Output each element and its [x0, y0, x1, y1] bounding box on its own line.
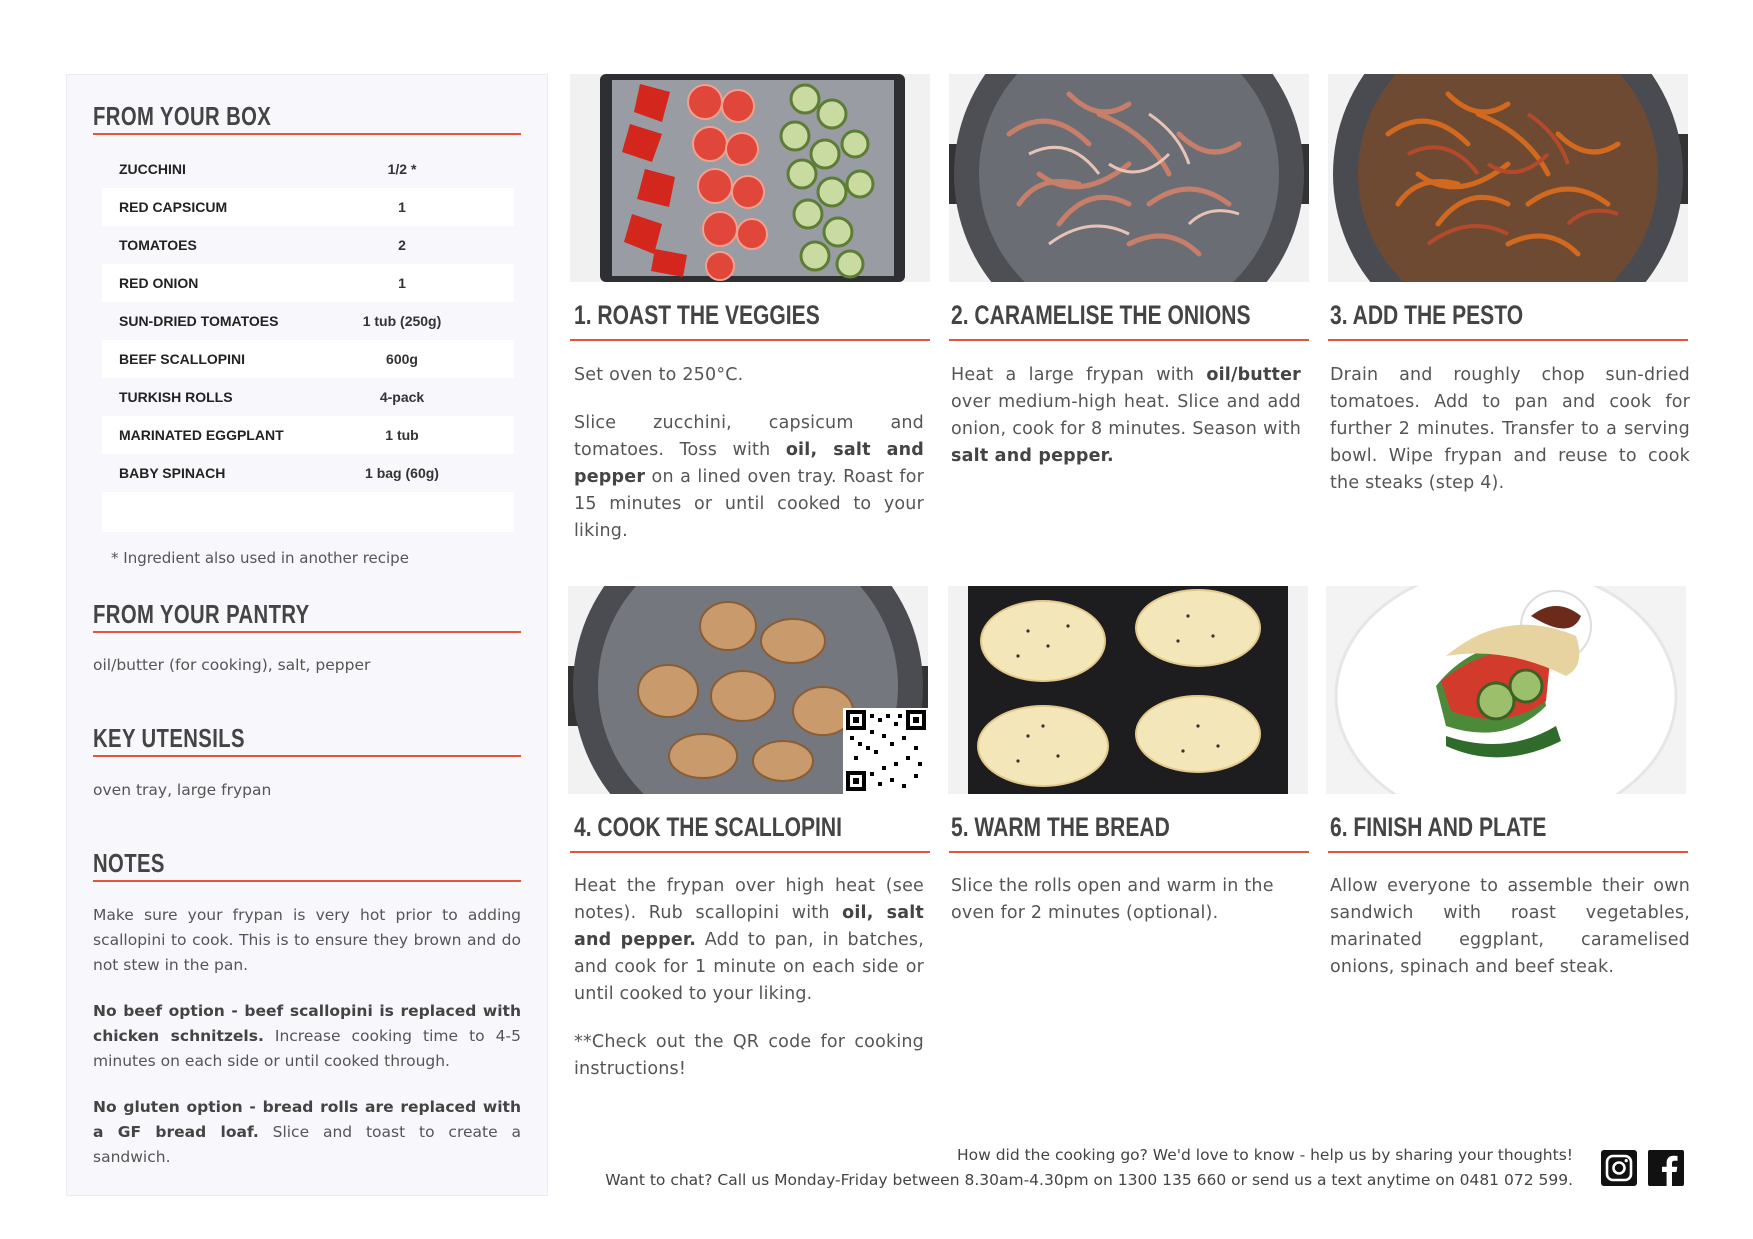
ingredient-name: BABY SPINACH — [119, 465, 226, 481]
step-bold: oil/butter — [1206, 365, 1301, 385]
utensils-rule — [93, 755, 521, 757]
ingredient-row — [102, 454, 514, 492]
step-1-body — [574, 362, 924, 566]
notes-text: Slice and toast to create a sandwich. — [93, 1123, 521, 1166]
ingredient-qty: 4-pack — [379, 389, 425, 405]
ingredient-row — [102, 416, 514, 454]
step-1-rule — [570, 339, 930, 341]
step-2-body — [951, 362, 1301, 491]
step-2-title: 2. CARAMELISE THE ONIONS — [951, 300, 1251, 330]
ingredient-name: RED CAPSICUM — [119, 199, 228, 215]
ingredient-row — [102, 302, 514, 340]
qr-code[interactable] — [843, 708, 928, 794]
ingredients-sidebar — [66, 74, 548, 1196]
step-3-rule — [1328, 339, 1688, 341]
footer-contact: Want to chat? Call us Monday-Friday between 8.30am-4.30pm on 1300 135 660 or send us a text anytime on 0481 072 599. — [605, 1171, 1573, 1189]
ingredient-empty-row — [102, 492, 514, 532]
ingredient-name: SUN-DRIED TOMATOES — [119, 313, 279, 329]
ingredient-qty: 1 bag (60g) — [365, 465, 439, 481]
ingredient-table — [102, 150, 514, 532]
pantry-text: oil/butter (for cooking), salt, pepper — [93, 656, 371, 674]
step-4-rule — [570, 851, 930, 853]
notes-text: Increase cooking time to 4-5 minutes on each side or until cooked through. — [93, 1027, 521, 1070]
ingredient-qty: 1 tub — [385, 427, 419, 443]
notes-paragraph — [93, 1095, 521, 1170]
ingredient-row — [102, 188, 514, 226]
notes-bold: No gluten option - bread rolls are replaced with a GF bread loaf. — [93, 1098, 521, 1141]
utensils-title: KEY UTENSILS — [93, 723, 245, 753]
roast-veggies-photo — [570, 74, 930, 282]
step-5-title: 5. WARM THE BREAD — [951, 812, 1170, 842]
step-6-body — [1330, 873, 1690, 1002]
facebook-icon[interactable] — [1648, 1150, 1684, 1186]
ingredient-row — [102, 340, 514, 378]
ingredient-row — [102, 150, 514, 188]
ingredient-row — [102, 378, 514, 416]
step-5-body — [951, 873, 1301, 948]
step-text: Heat a large frypan with — [951, 365, 1207, 385]
step-bold: oil, salt and pepper — [574, 440, 924, 487]
ingredient-row — [102, 264, 514, 302]
step-text: over medium-high heat. Slice and add onion, cook for 8 minutes. Season with — [951, 392, 1301, 439]
instagram-icon[interactable] — [1601, 1150, 1637, 1186]
step-4-text — [574, 873, 924, 1008]
ingredient-qty: 1 — [398, 275, 406, 291]
ingredient-name: RED ONION — [119, 275, 199, 291]
ingredient-name: TURKISH ROLLS — [119, 389, 233, 405]
step-text: on a lined oven tray. Roast for 15 minutes or until cooked to your liking. — [574, 467, 924, 541]
step-4-title: 4. COOK THE SCALLOPINI — [574, 812, 842, 842]
finish-plate-photo — [1326, 586, 1686, 794]
warm-bread-photo — [948, 586, 1308, 794]
step-1-text: Set oven to 250°C. — [574, 365, 744, 385]
pantry-rule — [93, 631, 521, 633]
step-bold: salt and pepper. — [951, 446, 1114, 466]
step-1-title: 1. ROAST THE VEGGIES — [574, 300, 820, 330]
step-text: Add to pan, in batches, and cook for 1 minute on each side or until cooked to your liking. — [574, 930, 924, 1004]
ingredient-name: MARINATED EGGPLANT — [119, 427, 284, 443]
ingredient-name: TOMATOES — [119, 237, 197, 253]
step-6-title: 6. FINISH AND PLATE — [1330, 812, 1547, 842]
ingredient-qty: 1/2 * — [387, 161, 417, 177]
ingredient-name: ZUCCHINI — [119, 161, 186, 177]
step-text: Slice zucchini, capsicum and tomatoes. Toss with — [574, 413, 924, 460]
notes-bold: No beef option - beef scallopini is replaced with chicken schnitzels. — [93, 1002, 521, 1045]
ingredient-row — [102, 226, 514, 264]
step-6-rule — [1328, 851, 1688, 853]
pantry-title: FROM YOUR PANTRY — [93, 599, 310, 629]
step-4-body — [574, 873, 924, 1104]
step-5-rule — [949, 851, 1309, 853]
step-3-body — [1330, 362, 1690, 518]
notes-paragraph — [93, 999, 521, 1074]
step-3-text: Drain and roughly chop sun-dried tomatoes. Add to pan and cook for further 2 minutes. Transfer to a serving bowl. Wipe frypan and reuse to cook the steaks (step 4). — [1330, 365, 1690, 493]
notes-rule — [93, 880, 521, 882]
notes-title: NOTES — [93, 848, 165, 878]
from-box-title: FROM YOUR BOX — [93, 101, 272, 131]
ingredient-qty: 1 — [398, 199, 406, 215]
ingredient-qty: 600g — [386, 351, 418, 367]
ingredient-qty: 2 — [398, 237, 406, 253]
step-2-text — [951, 362, 1301, 470]
step-1-text — [574, 410, 924, 545]
ingredient-name: BEEF SCALLOPINI — [119, 351, 246, 367]
step-4-qr-note: **Check out the QR code for cooking instructions! — [574, 1032, 924, 1079]
ingredient-footnote: * Ingredient also used in another recipe — [111, 549, 409, 567]
step-bold: oil, salt and pepper. — [574, 903, 924, 950]
cook-scallopini-photo — [568, 586, 928, 794]
step-5-text: Slice the rolls open and warm in the oven for 2 minutes (optional). — [951, 876, 1274, 923]
notes-paragraph: Make sure your frypan is very hot prior to adding scallopini to cook. This is to ensure they brown and do not stew in the pan. — [93, 906, 521, 974]
step-2-rule — [949, 339, 1309, 341]
step-text: Heat the frypan over high heat (see notes). Rub scallopini with — [574, 876, 924, 923]
caramelise-onions-photo — [949, 74, 1309, 282]
step-3-title: 3. ADD THE PESTO — [1330, 300, 1524, 330]
step-6-text: Allow everyone to assemble their own sandwich with roast vegetables, marinated eggplant, caramelised onions, spinach and beef steak. — [1330, 876, 1690, 977]
utensils-text: oven tray, large frypan — [93, 781, 272, 799]
ingredient-qty: 1 tub (250g) — [362, 313, 442, 329]
footer-feedback: How did the cooking go? We'd love to know - help us by sharing your thoughts! — [956, 1146, 1573, 1164]
add-pesto-photo — [1328, 74, 1688, 282]
notes-body — [93, 903, 521, 1191]
from-box-rule — [93, 133, 521, 135]
